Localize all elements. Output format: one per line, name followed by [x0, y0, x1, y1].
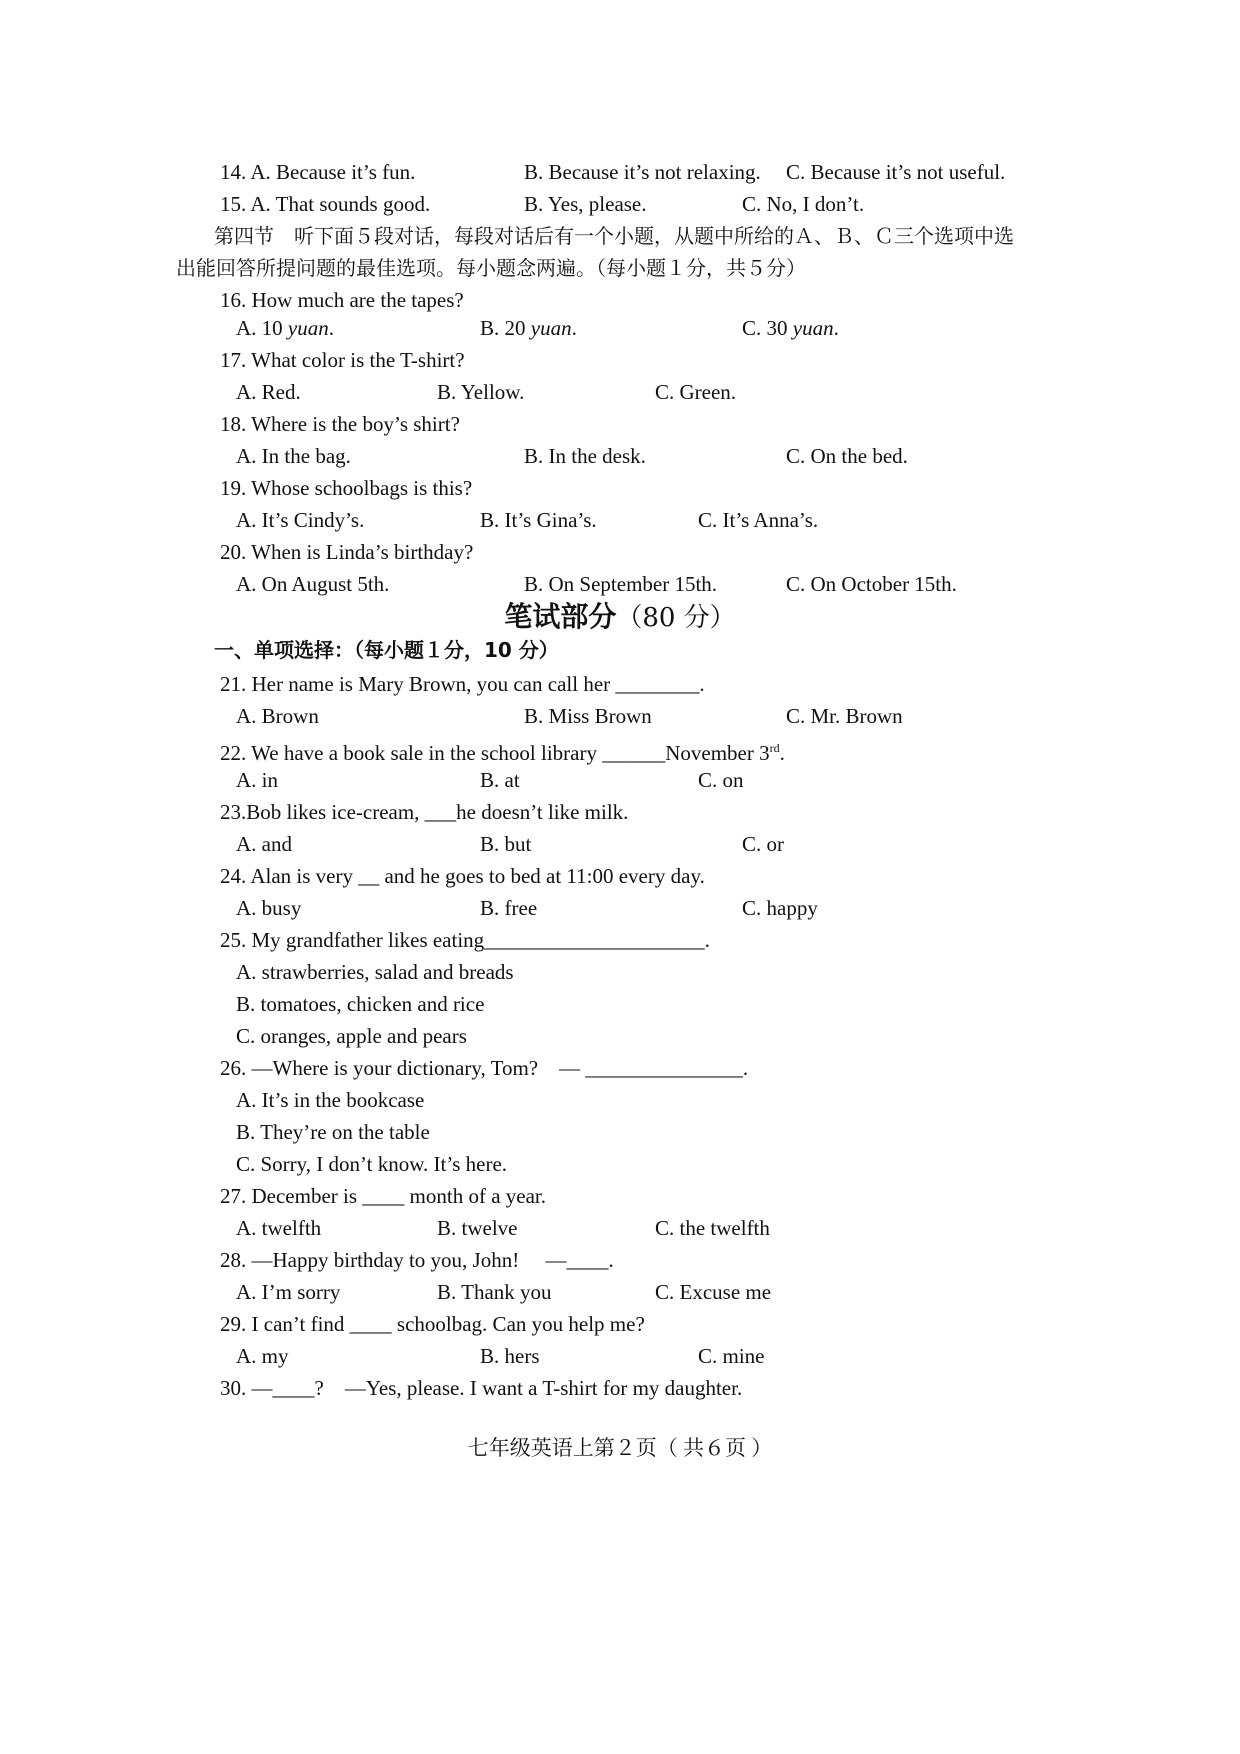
q18-option-c: C. On the bed.	[786, 444, 908, 468]
q20-option-a: A. On August 5th.	[236, 572, 390, 596]
q26-option-b: B. They’re on the table	[236, 1120, 430, 1144]
q21-option-c: C. Mr. Brown	[786, 704, 903, 728]
q16-stem: 16. How much are the tapes?	[220, 288, 464, 312]
q21-option-a: A. Brown	[236, 704, 319, 728]
q22-option-c: C. on	[698, 768, 744, 792]
q16-option-b: B. 20 yuan.	[480, 316, 577, 340]
q15-option-b: B. Yes, please.	[524, 192, 647, 216]
q29-stem: 29. I can’t find ____ schoolbag. Can you help me?	[220, 1312, 645, 1336]
q17-option-c: C. Green.	[655, 380, 737, 404]
q29-option-c: C. mine	[698, 1344, 765, 1368]
part1-title: 一、单项选择：（每小题１分，10 分）	[214, 638, 559, 662]
q23-option-b: B. but	[480, 832, 532, 856]
q18-option-b: B. In the desk.	[524, 444, 646, 468]
q25-option-c: C. oranges, apple and pears	[236, 1024, 467, 1048]
q14-option-b: B. Because it’s not relaxing.	[524, 160, 761, 184]
q16-option-c: C. 30 yuan.	[742, 316, 839, 340]
q23-option-a: A. and	[236, 832, 292, 856]
q19-option-b: B. It’s Gina’s.	[480, 508, 597, 532]
q14-option-a-row	[220, 158, 415, 186]
q28-option-b: B. Thank you	[437, 1280, 552, 1304]
q23-stem: 23.Bob likes ice-cream, ___he doesn’t like milk.	[220, 800, 629, 824]
q23-option-c: C. or	[742, 832, 784, 856]
q19-option-a: A. It’s Cindy’s.	[236, 508, 365, 532]
q30-stem: 30. —____? —Yes, please. I want a T-shirt for my daughter.	[220, 1376, 743, 1400]
q15-option-a-text: A. That sounds good.	[250, 192, 431, 216]
q14-number: 14.	[220, 160, 247, 184]
q27-option-c: C. the twelfth	[655, 1216, 770, 1240]
q24-option-c: C. happy	[742, 896, 818, 920]
q28-stem: 28. —Happy birthday to you, John! —____.	[220, 1248, 614, 1272]
q15-option-a-row	[220, 190, 430, 218]
q28-option-c: C. Excuse me	[655, 1280, 772, 1304]
written-part-title: 笔试部分	[504, 600, 617, 633]
q15-option-c: C. No, I don’t.	[742, 192, 865, 216]
q20-option-b: B. On September 15th.	[524, 572, 718, 596]
q17-option-b: B. Yellow.	[437, 380, 525, 404]
q26-stem: 26. —Where is your dictionary, Tom? — _______________.	[220, 1056, 749, 1080]
q29-option-a: A. my	[236, 1344, 289, 1368]
q22-option-a: A. in	[236, 768, 278, 792]
q18-option-a: A. In the bag.	[236, 444, 351, 468]
q17-stem: 17. What color is the T-shirt?	[220, 348, 465, 372]
q25-option-a: A. strawberries, salad and breads	[236, 960, 514, 984]
q26-option-c: C. Sorry, I don’t know. It’s here.	[236, 1152, 508, 1176]
q27-stem: 27. December is ____ month of a year.	[220, 1184, 546, 1208]
q26-option-a: A. It’s in the bookcase	[236, 1088, 425, 1112]
page-footer: 七年级英语上第２页（ 共６页 ）	[467, 1436, 773, 1460]
section4-instruction-line1: 第四节 听下面５段对话，每段对话后有一个小题，从题中所给的Ａ、Ｂ、Ｃ三个选项中选	[214, 224, 1014, 248]
section4-instruction-line2: 出能回答所提问题的最佳选项。每小题念两遍。（每小题１分，共５分）	[176, 256, 806, 280]
q25-option-b: B. tomatoes, chicken and rice	[236, 992, 485, 1016]
q27-option-a: A. twelfth	[236, 1216, 322, 1240]
q22-stem: 22. We have a book sale in the school library ______November 3rd.	[220, 741, 785, 765]
q19-option-c: C. It’s Anna’s.	[698, 508, 819, 532]
q24-stem: 24. Alan is very __ and he goes to bed at 11:00 every day.	[220, 864, 705, 888]
q14-option-c: C. Because it’s not useful.	[786, 160, 1006, 184]
written-part-score: （80 分）	[616, 603, 736, 633]
q14-option-a-text: A. Because it’s fun.	[250, 160, 416, 184]
q15-number: 15.	[220, 192, 247, 216]
q24-option-a: A. busy	[236, 896, 302, 920]
q25-stem: 25. My grandfather likes eating_____________________.	[220, 928, 710, 952]
q21-stem: 21. Her name is Mary Brown, you can call her ________.	[220, 672, 705, 696]
q19-stem: 19. Whose schoolbags is this?	[220, 476, 473, 500]
written-part-heading	[0, 600, 1240, 635]
q17-option-a: A. Red.	[236, 380, 301, 404]
q16-option-a: A. 10 yuan.	[236, 316, 334, 340]
q18-stem: 18. Where is the boy’s shirt?	[220, 412, 460, 436]
q21-option-b: B. Miss Brown	[524, 704, 652, 728]
q20-option-c: C. On October 15th.	[786, 572, 957, 596]
q24-option-b: B. free	[480, 896, 538, 920]
q22-option-b: B. at	[480, 768, 520, 792]
q27-option-b: B. twelve	[437, 1216, 518, 1240]
q28-option-a: A. I’m sorry	[236, 1280, 341, 1304]
q20-stem: 20. When is Linda’s birthday?	[220, 540, 474, 564]
q29-option-b: B. hers	[480, 1344, 540, 1368]
